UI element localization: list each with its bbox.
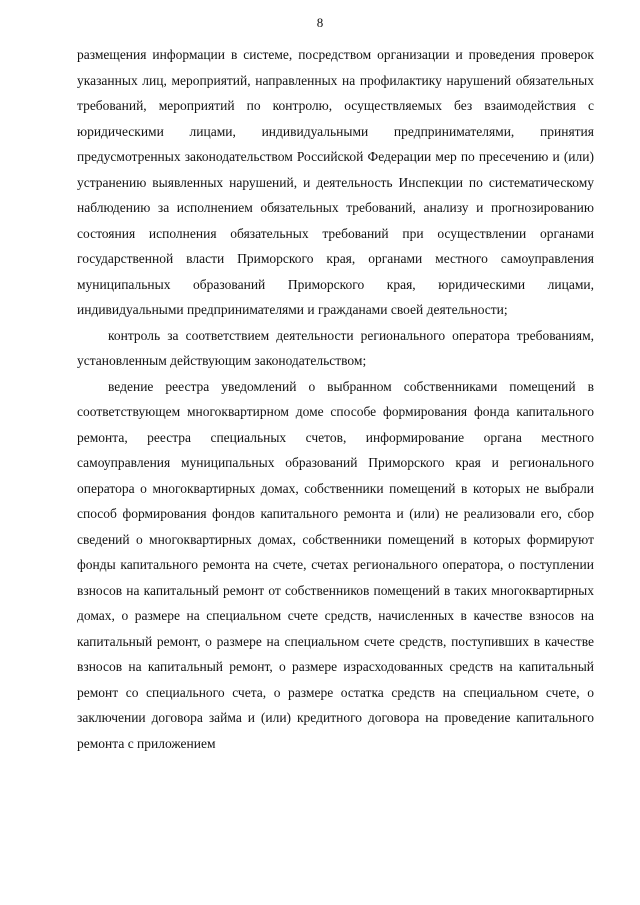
paragraph-regional-operator-control: контроль за соответствием деятельности регионального оператора требованиям, установленным действующим законодательством;	[77, 327, 594, 368]
page-number: 8	[316, 15, 324, 30]
document-body	[77, 42, 594, 756]
paragraph-continued-activities: размещения информации в системе, посредством организации и проведения проверок указанных лиц, мероприятий, направленных на профилактику нарушений обязательных требований, мероприятий по контролю, осуществляемых без взаимодействия с юридическими лицами, индивидуальными предпринимателями, принятия предусмотренных законодательством Российской Федерации мер по пресечению и (или) устранению выявленных нарушений, и деятельность Инспекции по систематическому наблюдению за исполнением обязательных требований, анализу и прогнозированию состояния исполнения обязательных требований при осуществлении органами государственной власти Приморского края, органами местного самоуправления муниципальных образований Приморского края, юридическими лицами, индивидуальными предпринимателями и гражданами своей деятельности;	[77, 47, 594, 317]
paragraph-notification-registry: ведение реестра уведомлений о выбранном собственниками помещений в соответствующем многоквартирном доме способе формирования фонда капитального ремонта, реестра специальных счетов, информирование органа местного самоуправления муниципальных образований Приморского края и регионального оператора о многоквартирных домах, собственники помещений в которых не выбрали способ формирования фондов капитального ремонта и (или) не реализовали его, сбор сведений о многоквартирных домах, собственники помещений в которых формируют фонды капитального ремонта на счете, счетах регионального оператора, о поступлении взносов на капитальный ремонт от собственников помещений в таких многоквартирных домах, о размере на специальном счете средств, начисленных в качестве взносов на капитальный ремонт, о размере на специальном счете средств, поступивших в качестве взносов на капитальный ремонт, о размере израсходованных средств на капитальный ремонт со специального счета, о размере остатка средств на специальном счете, о заключении договора займа и (или) кредитного договора на проведение капитального ремонта с приложением	[77, 378, 594, 751]
